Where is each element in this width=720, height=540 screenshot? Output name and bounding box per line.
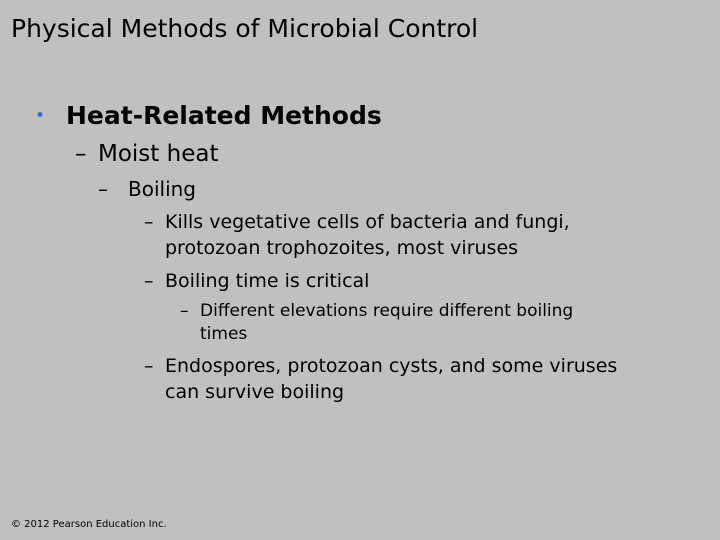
- bullet-level1-text: Heat-Related Methods: [66, 101, 382, 130]
- bullet-level2-moist-heat: [75, 139, 218, 169]
- bullet-level4-text-line2: can survive boiling: [165, 381, 345, 403]
- bullet-level3-text: Boiling: [128, 177, 196, 201]
- bullet-level2-text: Moist heat: [98, 141, 219, 167]
- bullet-level1-heat-related-methods: [35, 99, 382, 133]
- copyright-footer: © 2012 Pearson Education Inc.: [11, 519, 167, 530]
- bullet-level4-kills-cells: [144, 209, 570, 261]
- bullet-level3-boiling: [98, 176, 196, 203]
- slide-title: Physical Methods of Microbial Control: [11, 14, 479, 43]
- bullet-level5-elevations: [180, 300, 573, 346]
- bullet-level5-text-line1: Different elevations require different boiling: [200, 301, 574, 321]
- bullet-level4-boiling-time: [144, 268, 369, 294]
- bullet-level4-text-line2: protozoan trophozoites, most viruses: [165, 237, 519, 259]
- bullet-level4-text: Boiling time is critical: [165, 270, 370, 292]
- bullet-level4-text-line1: Endospores, protozoan cysts, and some viruses: [165, 355, 618, 377]
- bullet-level4-text-line1: Kills vegetative cells of bacteria and fungi,: [165, 211, 570, 233]
- dash-marker: –: [180, 301, 189, 321]
- dash-marker: –: [144, 211, 154, 233]
- bullet-dot: •: [35, 106, 46, 126]
- dash-marker: –: [75, 141, 87, 167]
- bullet-level4-endospores: [144, 353, 617, 405]
- bullet-level5-text-line2: times: [200, 324, 248, 344]
- dash-marker: –: [98, 177, 108, 201]
- dash-marker: –: [144, 270, 154, 292]
- dash-marker: –: [144, 355, 154, 377]
